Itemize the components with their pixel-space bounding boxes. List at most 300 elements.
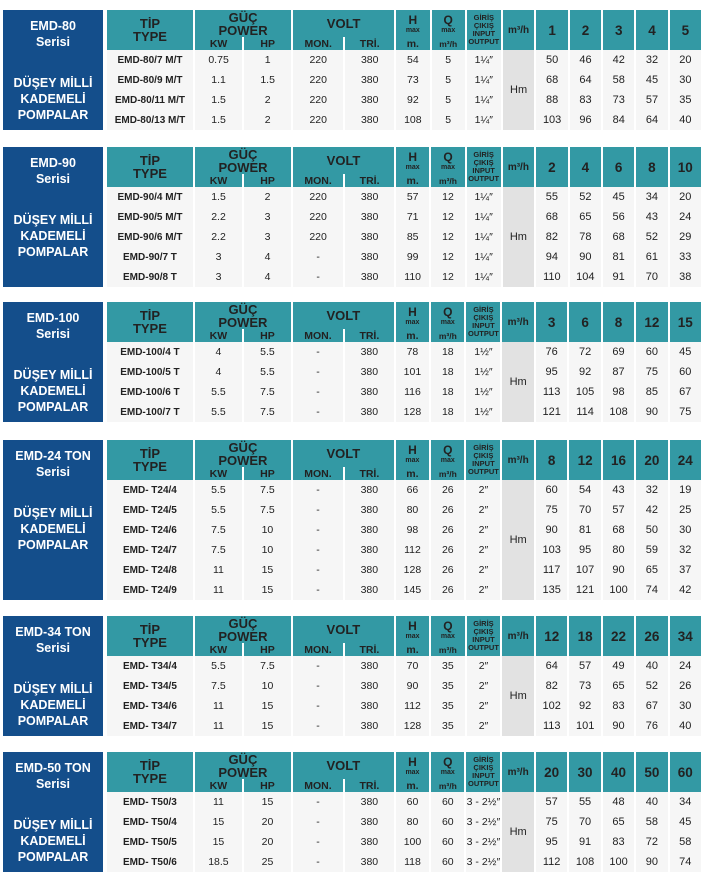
flow-rate-header: 4 xyxy=(570,147,601,187)
inlet-outlet-cell: 2″ xyxy=(467,696,501,716)
head-value-cell: 108 xyxy=(569,852,600,872)
power-header-tr: GÜÇ xyxy=(228,439,258,455)
hp-cell: 10 xyxy=(244,676,291,696)
series-name-line: Serisi xyxy=(35,465,71,479)
inlet-outlet-cell: 1½″ xyxy=(466,362,500,382)
flow-unit-header: m³/h xyxy=(502,616,534,656)
flow-max-cell: 18 xyxy=(431,362,464,382)
type-header-en: TYPE xyxy=(132,635,167,650)
flow-rate-header: 30 xyxy=(569,752,600,792)
head-value-cell: 57 xyxy=(536,792,567,812)
subheader-cell: HP xyxy=(244,174,291,187)
tri-volt-cell: 380 xyxy=(345,812,394,832)
inlet-outlet-header xyxy=(467,10,501,50)
model-cell: EMD-80/11 M/T xyxy=(107,90,193,110)
mono-volt-cell: - xyxy=(293,852,343,872)
inlet-outlet-cell: 1¼″ xyxy=(467,70,501,90)
series-section xyxy=(0,147,703,287)
head-value-cell: 19 xyxy=(670,480,701,500)
tri-volt-cell: 380 xyxy=(345,792,394,812)
head-value-cell: 75 xyxy=(536,812,567,832)
flow-unit-header: m³/h xyxy=(503,10,535,50)
table-row xyxy=(107,402,701,422)
head-value-cell: 75 xyxy=(536,500,567,520)
flow-rate-header: 2 xyxy=(570,10,601,50)
head-value-cell: 72 xyxy=(636,832,667,852)
head-max-cell: 112 xyxy=(396,540,429,560)
flow-header xyxy=(431,752,464,779)
hp-cell: 15 xyxy=(244,580,291,600)
head-value-cell: 30 xyxy=(670,520,701,540)
flow-rate-header: 20 xyxy=(536,752,567,792)
head-header-max: max xyxy=(405,163,420,171)
series-name-line: EMD-100 xyxy=(26,311,80,325)
series-sidebar xyxy=(3,752,103,872)
head-value-cell: 76 xyxy=(636,716,667,736)
head-max-cell: 145 xyxy=(396,580,429,600)
head-value-cell: 135 xyxy=(536,580,567,600)
head-value-cell: 117 xyxy=(536,560,567,580)
hp-cell: 7.5 xyxy=(244,500,291,520)
subheader-cell: TRİ. xyxy=(345,467,394,480)
head-header-max: max xyxy=(405,318,420,326)
flow-rate-header: 3 xyxy=(536,302,567,342)
head-header-letter: H xyxy=(408,442,417,457)
head-value-cell: 81 xyxy=(569,520,600,540)
flow-rate-header: 1 xyxy=(536,10,567,50)
hm-label: Hm xyxy=(503,187,535,287)
head-value-cell: 57 xyxy=(569,656,600,676)
subheader-cell: KW xyxy=(195,174,242,187)
head-value-cell: 96 xyxy=(570,110,601,130)
model-cell: EMD- T50/6 xyxy=(107,852,193,872)
head-max-cell: 128 xyxy=(396,716,429,736)
head-value-cell: 45 xyxy=(636,70,667,90)
model-cell: EMD- T50/5 xyxy=(107,832,193,852)
flow-header-letter: Q xyxy=(443,754,453,769)
hp-cell: 7.5 xyxy=(244,480,291,500)
hp-cell: 5.5 xyxy=(244,362,291,382)
inlet-outlet-cell: 1¼″ xyxy=(467,50,501,70)
flow-max-cell: 12 xyxy=(431,207,464,227)
kw-cell: 1.5 xyxy=(195,90,242,110)
model-cell: EMD-90/7 T xyxy=(107,247,193,267)
flow-rate-header: 34 xyxy=(670,616,701,656)
inlet-outlet-header-line: GİRİŞ xyxy=(473,305,494,314)
power-header-tr: GÜÇ xyxy=(228,615,258,631)
table-row xyxy=(107,832,701,852)
flow-rate-header: 6 xyxy=(603,147,634,187)
flow-max-cell: 26 xyxy=(431,500,464,520)
inlet-outlet-cell: 2″ xyxy=(466,580,500,600)
type-header-tr: TİP xyxy=(139,16,161,31)
series-name xyxy=(3,310,103,342)
power-header-tr: GÜÇ xyxy=(228,146,258,162)
head-max-cell: 66 xyxy=(396,480,429,500)
series-sidebar xyxy=(3,616,103,736)
flow-rate-header: 8 xyxy=(636,147,667,187)
head-value-cell: 102 xyxy=(536,696,567,716)
head-value-cell: 82 xyxy=(536,676,567,696)
inlet-outlet-header-line: OUTPUT xyxy=(468,779,499,788)
series-name-line: Serisi xyxy=(35,35,71,49)
hp-cell: 20 xyxy=(244,812,291,832)
head-value-cell: 70 xyxy=(569,812,600,832)
flow-max-cell: 18 xyxy=(431,342,464,362)
subheader-cell: KW xyxy=(195,329,242,342)
head-value-cell: 55 xyxy=(569,792,600,812)
head-max-cell: 100 xyxy=(396,832,429,852)
series-description-line: DÜŞEY MİLLİ xyxy=(13,213,93,227)
hp-cell: 7.5 xyxy=(244,382,291,402)
head-value-cell: 90 xyxy=(570,247,601,267)
series-description-line: DÜŞEY MİLLİ xyxy=(13,506,93,520)
hp-cell: 10 xyxy=(244,540,291,560)
table-row xyxy=(107,247,701,267)
series-description-line: KADEMELİ xyxy=(20,92,86,106)
series-section xyxy=(0,302,703,422)
head-value-cell: 55 xyxy=(536,187,567,207)
model-cell: EMD-90/8 T xyxy=(107,267,193,287)
inlet-outlet-header-line: INPUT xyxy=(472,321,495,330)
flow-max-cell: 18 xyxy=(431,382,464,402)
head-max-cell: 128 xyxy=(396,560,429,580)
mono-volt-cell: - xyxy=(293,480,343,500)
hp-cell: 4 xyxy=(244,267,291,287)
head-header xyxy=(396,147,429,174)
series-section xyxy=(0,10,703,130)
table-row xyxy=(107,480,701,500)
spec-table xyxy=(105,147,703,287)
series-section xyxy=(0,440,703,600)
spec-table xyxy=(105,752,703,872)
flow-rate-header: 8 xyxy=(603,302,634,342)
head-value-cell: 42 xyxy=(670,580,701,600)
kw-cell: 4 xyxy=(195,362,242,382)
series-description-line: POMPALAR xyxy=(17,850,89,864)
inlet-outlet-header-line: OUTPUT xyxy=(467,329,499,338)
hp-cell: 15 xyxy=(244,716,291,736)
series-description-line: POMPALAR xyxy=(17,108,89,122)
inlet-outlet-header-line: OUTPUT xyxy=(468,174,500,183)
series-section xyxy=(0,616,703,736)
flow-rate-header: 2 xyxy=(536,147,567,187)
hp-cell: 3 xyxy=(244,207,291,227)
inlet-outlet-cell: 1¼″ xyxy=(467,90,501,110)
hp-cell: 10 xyxy=(244,520,291,540)
head-value-cell: 65 xyxy=(570,207,601,227)
mono-volt-cell: 220 xyxy=(293,70,343,90)
head-value-cell: 85 xyxy=(636,382,667,402)
flow-max-cell: 12 xyxy=(431,187,464,207)
head-value-cell: 45 xyxy=(603,187,634,207)
head-value-cell: 40 xyxy=(670,716,701,736)
head-value-cell: 95 xyxy=(536,362,567,382)
flow-header-letter: Q xyxy=(443,442,453,457)
tri-volt-cell: 380 xyxy=(345,187,394,207)
hp-cell: 7.5 xyxy=(244,402,291,422)
flow-max-cell: 26 xyxy=(431,520,464,540)
flow-header-letter: Q xyxy=(443,149,453,164)
series-name-line: EMD-90 xyxy=(30,156,76,170)
model-cell: EMD-90/5 M/T xyxy=(107,207,193,227)
type-header-tr: TİP xyxy=(139,308,161,323)
head-header-max: max xyxy=(405,632,420,640)
mono-volt-cell: - xyxy=(293,267,343,287)
mono-volt-cell: 220 xyxy=(293,187,343,207)
flow-max-cell: 5 xyxy=(432,50,465,70)
mono-volt-cell: - xyxy=(293,402,343,422)
inlet-outlet-cell: 1¼″ xyxy=(467,227,501,247)
flow-rate-header: 60 xyxy=(670,752,701,792)
model-cell: EMD- T50/3 xyxy=(107,792,193,812)
head-value-cell: 78 xyxy=(570,227,601,247)
type-header-tr: TİP xyxy=(139,622,161,637)
hm-label: Hm xyxy=(502,792,534,872)
head-value-cell: 65 xyxy=(603,676,634,696)
table-row xyxy=(107,580,701,600)
mono-volt-cell: - xyxy=(293,540,343,560)
inlet-outlet-cell: 2″ xyxy=(466,500,500,520)
flow-rate-header: 16 xyxy=(603,440,634,480)
head-value-cell: 98 xyxy=(603,382,634,402)
inlet-outlet-header-line: GİRİŞ xyxy=(473,755,494,764)
table-row xyxy=(107,696,701,716)
volt-header: VOLT xyxy=(293,10,394,37)
power-header xyxy=(195,147,291,174)
inlet-outlet-header xyxy=(467,616,501,656)
table-row xyxy=(107,676,701,696)
flow-rate-header: 12 xyxy=(569,440,600,480)
type-header xyxy=(107,440,193,480)
mono-volt-cell: - xyxy=(293,520,343,540)
head-value-cell: 30 xyxy=(670,696,701,716)
head-value-cell: 76 xyxy=(536,342,567,362)
head-header xyxy=(396,440,429,467)
kw-cell: 2.2 xyxy=(195,227,242,247)
flow-max-cell: 35 xyxy=(431,696,464,716)
head-value-cell: 113 xyxy=(536,716,567,736)
table-row xyxy=(107,267,701,287)
flow-header xyxy=(431,616,464,643)
inlet-outlet-header xyxy=(467,147,501,187)
hm-label: Hm xyxy=(502,480,534,600)
subheader-cell: TRİ. xyxy=(345,174,394,187)
mono-volt-cell: 220 xyxy=(293,90,343,110)
head-value-cell: 94 xyxy=(536,247,567,267)
model-cell: EMD-80/7 M/T xyxy=(107,50,193,70)
mono-volt-cell: 220 xyxy=(293,207,343,227)
type-header-tr: TİP xyxy=(139,758,161,773)
series-description xyxy=(3,817,103,865)
head-value-cell: 107 xyxy=(569,560,600,580)
inlet-outlet-cell: 2″ xyxy=(467,676,501,696)
inlet-outlet-cell: 3 - 2½″ xyxy=(466,812,500,832)
subheader-cell: m³/h xyxy=(431,643,464,656)
flow-header-max: max xyxy=(441,163,456,171)
kw-cell: 11 xyxy=(195,696,242,716)
head-value-cell: 56 xyxy=(603,207,634,227)
flow-max-cell: 18 xyxy=(431,402,464,422)
tri-volt-cell: 380 xyxy=(345,247,394,267)
model-cell: EMD-100/4 T xyxy=(107,342,193,362)
flow-rate-header: 20 xyxy=(636,440,667,480)
tri-volt-cell: 380 xyxy=(345,540,394,560)
tri-volt-cell: 380 xyxy=(345,520,394,540)
subheader-cell: MON. xyxy=(293,329,343,342)
kw-cell: 4 xyxy=(195,342,242,362)
kw-cell: 7.5 xyxy=(195,540,242,560)
head-header xyxy=(396,10,429,37)
model-cell: EMD- T50/4 xyxy=(107,812,193,832)
head-value-cell: 72 xyxy=(569,342,600,362)
head-value-cell: 24 xyxy=(670,656,701,676)
subheader-cell: m. xyxy=(396,329,429,342)
head-value-cell: 100 xyxy=(603,580,634,600)
head-value-cell: 80 xyxy=(603,540,634,560)
inlet-outlet-cell: 3 - 2½″ xyxy=(466,832,500,852)
series-name-line: EMD-34 TON xyxy=(15,625,91,639)
table-row xyxy=(107,656,701,676)
head-header-max: max xyxy=(405,26,420,34)
hp-cell: 25 xyxy=(244,852,291,872)
flow-rate-header: 10 xyxy=(670,147,701,187)
power-header-tr: GÜÇ xyxy=(228,9,258,25)
inlet-outlet-header xyxy=(466,302,500,342)
flow-header xyxy=(431,302,464,329)
table-row xyxy=(107,540,701,560)
inlet-outlet-header-line: GİRİŞ xyxy=(473,13,495,22)
table-row xyxy=(107,362,701,382)
head-value-cell: 40 xyxy=(670,110,701,130)
head-max-cell: 80 xyxy=(396,812,429,832)
inlet-outlet-header-line: OUTPUT xyxy=(468,37,500,46)
kw-cell: 1.5 xyxy=(195,110,242,130)
header-row xyxy=(107,10,701,37)
head-value-cell: 64 xyxy=(536,656,567,676)
head-value-cell: 103 xyxy=(536,540,567,560)
flow-rate-header: 6 xyxy=(569,302,600,342)
subheader-cell: m³/h xyxy=(432,37,465,50)
series-name xyxy=(3,18,103,50)
inlet-outlet-header-line: OUTPUT xyxy=(468,643,499,652)
series-description-line: KADEMELİ xyxy=(20,229,86,243)
hm-label: Hm xyxy=(502,656,534,736)
head-value-cell: 73 xyxy=(603,90,634,110)
model-cell: EMD-80/9 M/T xyxy=(107,70,193,90)
head-value-cell: 38 xyxy=(670,267,701,287)
series-description xyxy=(3,505,103,553)
subheader-cell: HP xyxy=(244,37,291,50)
series-description-line: KADEMELİ xyxy=(20,384,86,398)
head-value-cell: 46 xyxy=(570,50,601,70)
series-description-line: POMPALAR xyxy=(17,400,89,414)
flow-header-max: max xyxy=(440,768,455,776)
kw-cell: 11 xyxy=(195,580,242,600)
series-name xyxy=(3,448,103,480)
volt-header: VOLT xyxy=(293,147,394,174)
subheader-cell: MON. xyxy=(293,174,343,187)
head-value-cell: 24 xyxy=(670,207,701,227)
head-value-cell: 88 xyxy=(536,90,567,110)
head-value-cell: 75 xyxy=(636,362,667,382)
head-value-cell: 40 xyxy=(636,656,667,676)
spec-table xyxy=(105,616,703,736)
series-name-line: EMD-24 TON xyxy=(15,449,91,463)
head-value-cell: 60 xyxy=(536,480,567,500)
hp-cell: 4 xyxy=(244,247,291,267)
series-description xyxy=(3,367,103,415)
kw-cell: 5.5 xyxy=(195,480,242,500)
kw-cell: 18.5 xyxy=(195,852,242,872)
head-value-cell: 37 xyxy=(670,560,701,580)
flow-max-cell: 26 xyxy=(431,540,464,560)
model-cell: EMD- T24/7 xyxy=(107,540,193,560)
model-cell: EMD-80/13 M/T xyxy=(107,110,193,130)
head-header-letter: H xyxy=(408,304,417,319)
kw-cell: 11 xyxy=(195,792,242,812)
power-header xyxy=(195,616,291,643)
type-header xyxy=(107,302,193,342)
head-value-cell: 75 xyxy=(670,402,701,422)
power-header-en: POWER xyxy=(218,159,268,175)
type-header-en: TYPE xyxy=(132,321,167,336)
kw-cell: 7.5 xyxy=(195,520,242,540)
head-value-cell: 35 xyxy=(670,90,701,110)
power-header-tr: GÜÇ xyxy=(228,301,258,317)
flow-header-letter: Q xyxy=(443,12,453,27)
hp-cell: 2 xyxy=(244,187,291,207)
volt-header: VOLT xyxy=(293,616,394,643)
head-value-cell: 83 xyxy=(603,696,634,716)
head-value-cell: 52 xyxy=(570,187,601,207)
tri-volt-cell: 380 xyxy=(345,832,394,852)
inlet-outlet-header-line: ÇIKIŞ xyxy=(473,21,494,30)
mono-volt-cell: - xyxy=(293,676,343,696)
mono-volt-cell: - xyxy=(293,362,343,382)
inlet-outlet-header-line: ÇIKIŞ xyxy=(473,313,494,322)
flow-rate-header: 12 xyxy=(636,302,667,342)
head-value-cell: 70 xyxy=(569,500,600,520)
inlet-outlet-header-line: INPUT xyxy=(472,635,495,644)
flow-header-max: max xyxy=(440,456,455,464)
mono-volt-cell: 220 xyxy=(293,110,343,130)
inlet-outlet-cell: 1¼″ xyxy=(467,247,501,267)
flow-max-cell: 5 xyxy=(432,70,465,90)
head-value-cell: 50 xyxy=(636,520,667,540)
inlet-outlet-cell: 3 - 2½″ xyxy=(466,792,500,812)
series-name-line: Serisi xyxy=(35,777,71,791)
flow-unit-header: m³/h xyxy=(502,440,534,480)
hp-cell: 7.5 xyxy=(244,656,291,676)
tri-volt-cell: 380 xyxy=(345,267,394,287)
subheader-cell: KW xyxy=(195,643,242,656)
head-value-cell: 121 xyxy=(569,580,600,600)
head-max-cell: 99 xyxy=(396,247,429,267)
head-value-cell: 59 xyxy=(636,540,667,560)
head-value-cell: 81 xyxy=(603,247,634,267)
spec-table xyxy=(105,10,703,130)
kw-cell: 5.5 xyxy=(195,382,242,402)
subheader-cell: HP xyxy=(244,643,291,656)
mono-volt-cell: - xyxy=(293,812,343,832)
head-value-cell: 42 xyxy=(603,50,634,70)
flow-max-cell: 60 xyxy=(431,792,464,812)
kw-cell: 1.5 xyxy=(195,187,242,207)
head-value-cell: 32 xyxy=(636,50,667,70)
head-value-cell: 70 xyxy=(636,267,667,287)
head-max-cell: 118 xyxy=(396,852,429,872)
